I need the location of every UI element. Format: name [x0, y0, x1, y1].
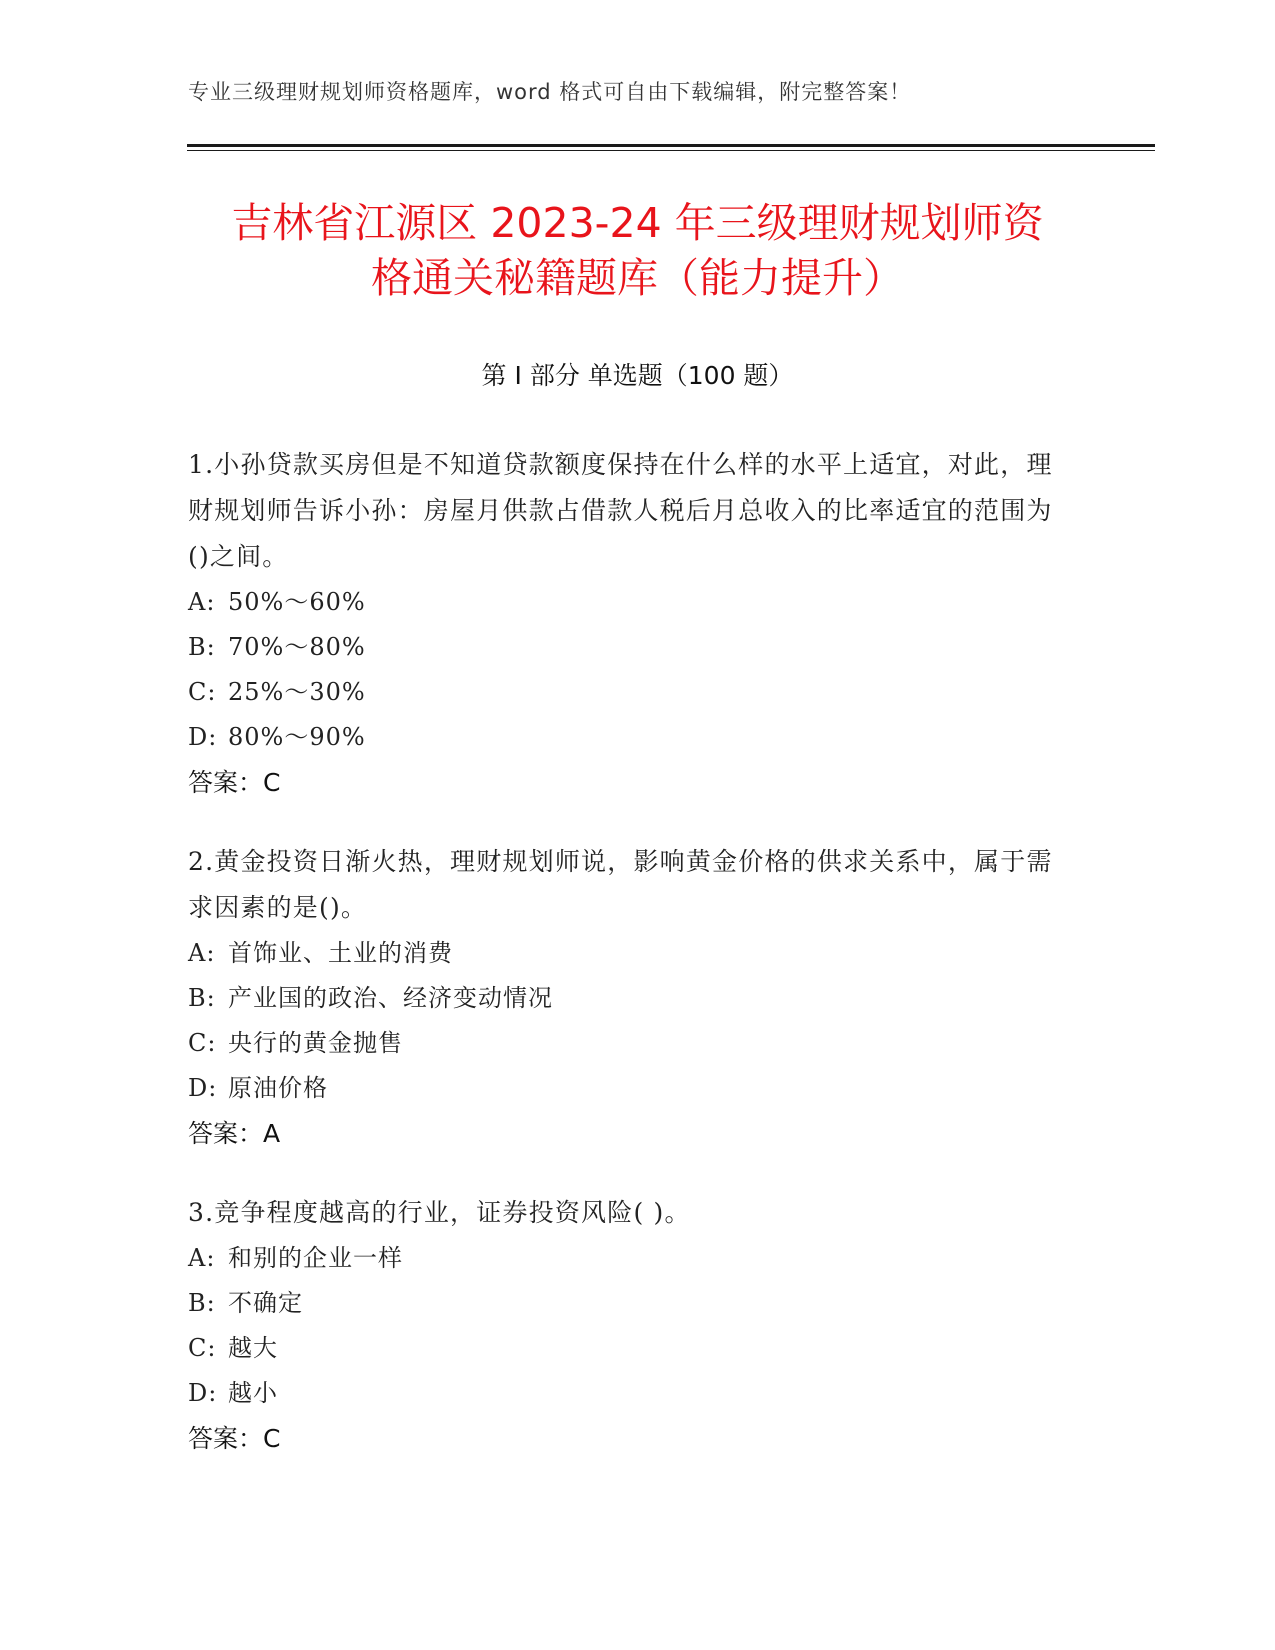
header-rule-thick [187, 144, 1155, 147]
option-b [188, 976, 1068, 1021]
option-d [188, 715, 1068, 760]
option-label: D: [188, 1074, 218, 1102]
question-stem: 3.竞争程度越高的行业，证券投资风险( )。 [188, 1198, 691, 1227]
title-line-1: 吉林省江源区 2023-24 年三级理财规划师资 [231, 199, 1044, 247]
option-label: B: [188, 1289, 216, 1317]
option-label: B: [188, 984, 216, 1012]
option-c [188, 1021, 1068, 1066]
option-text: 50%～60% [228, 588, 366, 616]
option-text: 产业国的政治、经济变动情况 [228, 984, 553, 1012]
option-text: 首饰业、土业的消费 [228, 939, 453, 967]
option-label: A: [188, 939, 216, 967]
option-text: 原油价格 [228, 1074, 328, 1102]
option-text: 70%～80% [228, 633, 366, 661]
option-label: C: [188, 678, 217, 706]
option-label: B: [188, 633, 216, 661]
option-a [188, 931, 1068, 976]
option-text: 和别的企业一样 [228, 1244, 403, 1272]
question-2 [188, 839, 1068, 1157]
title-line-2: 格通关秘籍题库（能力提升） [371, 254, 904, 302]
question-stem: 1.小孙贷款买房但是不知道贷款额度保持在什么样的水平上适宜，对此，理财规划师告诉小孙：房屋月供款占借款人税后月总收入的比率适宜的范围为()之间。 [188, 450, 1053, 571]
question-stem: 2.黄金投资日渐火热，理财规划师说，影响黄金价格的供求关系中，属于需求因素的是()。 [188, 847, 1053, 922]
option-label: A: [188, 1244, 216, 1272]
option-label: D: [188, 1379, 218, 1407]
option-d [188, 1066, 1068, 1111]
option-text: 央行的黄金抛售 [228, 1029, 403, 1057]
header-note: 专业三级理财规划师资格题库，word 格式可自由下载编辑，附完整答案！ [188, 80, 912, 104]
option-b [188, 625, 1068, 670]
option-c [188, 1326, 1068, 1371]
option-label: C: [188, 1029, 217, 1057]
header-rule-thin [187, 150, 1155, 151]
option-a [188, 1236, 1068, 1281]
question-3 [188, 1190, 1068, 1462]
option-label: C: [188, 1334, 217, 1362]
option-label: A: [188, 588, 216, 616]
option-text: 80%～90% [228, 723, 366, 751]
answer: 答案：A [188, 1119, 281, 1148]
answer: 答案：C [188, 1424, 281, 1453]
option-c [188, 670, 1068, 715]
option-a [188, 580, 1068, 625]
option-text: 越小 [228, 1379, 278, 1407]
option-b [188, 1281, 1068, 1326]
option-label: D: [188, 723, 218, 751]
document-title [150, 196, 1125, 306]
question-1 [188, 442, 1068, 806]
question-list [188, 442, 1068, 1495]
option-text: 25%～30% [228, 678, 366, 706]
option-d [188, 1371, 1068, 1416]
option-text: 越大 [228, 1334, 278, 1362]
option-text: 不确定 [228, 1289, 303, 1317]
section-heading: 第 I 部分 单选题（100 题） [481, 361, 794, 390]
answer: 答案：C [188, 768, 281, 797]
